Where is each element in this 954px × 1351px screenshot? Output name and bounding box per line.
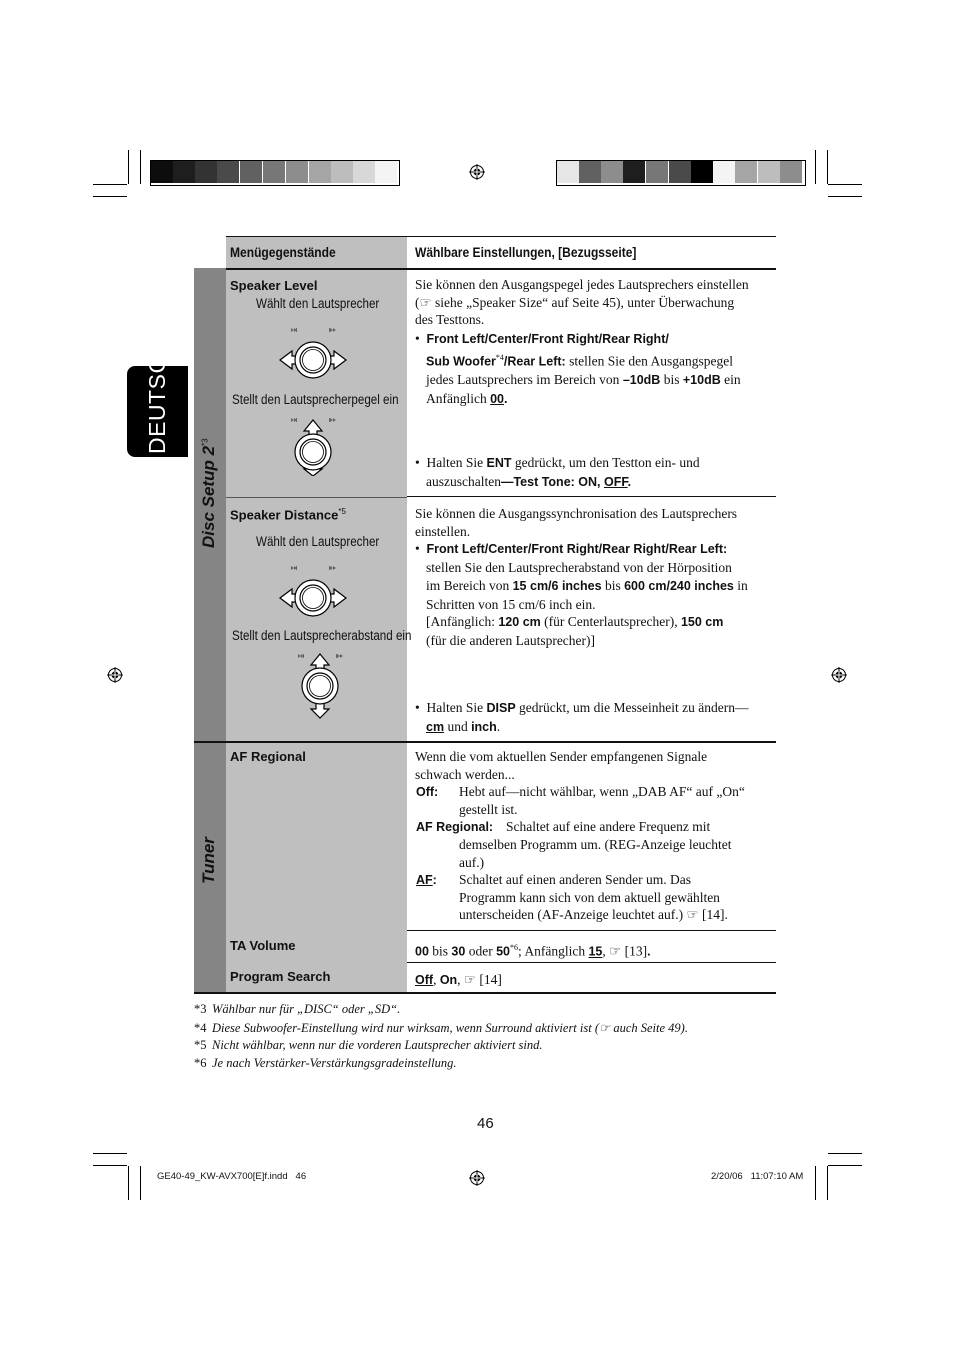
table-header bbox=[226, 236, 776, 269]
registration-mark-icon bbox=[831, 667, 847, 683]
speaker-distance-description: Sie können die Ausgangssynchronisation des Lautsprechers einstellen. • Front Left/Center/Front Right/Rear Right/Rear Left: stellen Sie den Lautsprecherabstand von der Hörposition im Bereich von 15 cm/6 inches bis 600 cm/240 inches in Schritten von 15 cm/6 inch ein. [Anfänglich: 120 cm (für Centerlautsprecher), 150 cm (für die anderen Lautsprecher)] bbox=[415, 506, 748, 648]
program-search-settings: Off, On, ☞ [14] bbox=[415, 972, 502, 987]
speaker-level-select-label: Wählt den Lautsprecher bbox=[256, 296, 380, 311]
footnote: *5 Nicht wählbar, wenn nur die vorderen Lautsprecher aktiviert sind. bbox=[194, 1038, 543, 1052]
ta-volume-title: TA Volume bbox=[230, 938, 296, 953]
control-knob-up-down-icon bbox=[283, 650, 357, 720]
control-knob-left-right-icon bbox=[276, 324, 350, 384]
header-col2: Wählbare Einstellungen, [Bezugsseite] bbox=[415, 244, 637, 260]
control-knob-up-down-icon bbox=[276, 414, 350, 476]
af-regional-afr-option: AF Regional: bbox=[416, 820, 494, 834]
registration-mark-icon bbox=[469, 1170, 485, 1186]
speaker-distance-adjust-label: Stellt den Lautsprecherabstand ein bbox=[232, 628, 412, 643]
page-number: 46 bbox=[477, 1115, 494, 1132]
language-tab-label: DEUTSCH bbox=[144, 339, 170, 454]
af-regional-title: AF Regional bbox=[230, 749, 306, 764]
slug-timestamp: 2/20/06 11:07:10 AM bbox=[711, 1171, 804, 1182]
af-regional-af-option: AF: bbox=[416, 873, 437, 887]
speaker-level-title: Speaker Level bbox=[230, 278, 318, 293]
footnote: *4 Diese Subwoofer-Einstellung wird nur wirksam, wenn Surround aktiviert ist (☞ auch Seite 49). bbox=[194, 1021, 688, 1035]
slug-file-name: GE40-49_KW-AVX700[E]f.indd 46 bbox=[157, 1171, 307, 1182]
speaker-distance-title: Speaker Distance$^{*5}$ bbox=[230, 507, 346, 523]
af-regional-description: Wenn die vom aktuellen Sender empfangenen Signale schwach werden... bbox=[415, 749, 708, 782]
speaker-distance-select-label: Wählt den Lautsprecher bbox=[256, 534, 380, 549]
registration-mark-icon bbox=[469, 164, 485, 180]
af-regional-off-option: Off: bbox=[416, 785, 439, 799]
program-search-title: Program Search bbox=[230, 969, 331, 984]
speaker-level-test-tone: • Halten Sie ENT gedrückt, um den Testton ein- und auszuschalten—Test Tone: ON, OFF. bbox=[415, 455, 700, 489]
footnote: *6 Je nach Verstärker-Verstärkungsgradeinstellung. bbox=[194, 1056, 457, 1070]
speaker-level-bullet: • Front Left/Center/Front Right/Rear Right/ Sub Woofer$^{*4}$/Rear Left: stellen Sie den Ausgangspegel jedes Lautsprechers im Bereich von –10dB bis +10dB ein Anfänglich 00. bbox=[415, 331, 741, 406]
section-label-disc-setup: Disc Setup 2$^{*3}$ bbox=[199, 438, 218, 548]
registration-mark-icon bbox=[107, 667, 123, 683]
speaker-level-adjust-label: Stellt den Lautsprecherpegel ein bbox=[232, 392, 399, 407]
section-label-tuner: Tuner bbox=[199, 837, 218, 884]
speaker-distance-disp-note: • Halten Sie DISP gedrückt, um die Messeinheit zu ändern— cm und inch. bbox=[415, 700, 749, 734]
footnote: *3 Wählbar nur für „DISC“ oder „SD“. bbox=[194, 1002, 401, 1016]
control-knob-left-right-icon bbox=[276, 562, 350, 622]
ta-volume-settings: 00 bis 30 oder 50$^{*6}$; Anfänglich 15, ☞ [13]. bbox=[415, 943, 651, 959]
header-col1: Menügegenstände bbox=[230, 244, 336, 260]
speaker-level-description: Sie können den Ausgangspegel jedes Lautsprechers einstellen (☞ siehe „Speaker Size“ auf Seite 45), unter Überwachung des Testtons. bbox=[415, 277, 749, 328]
